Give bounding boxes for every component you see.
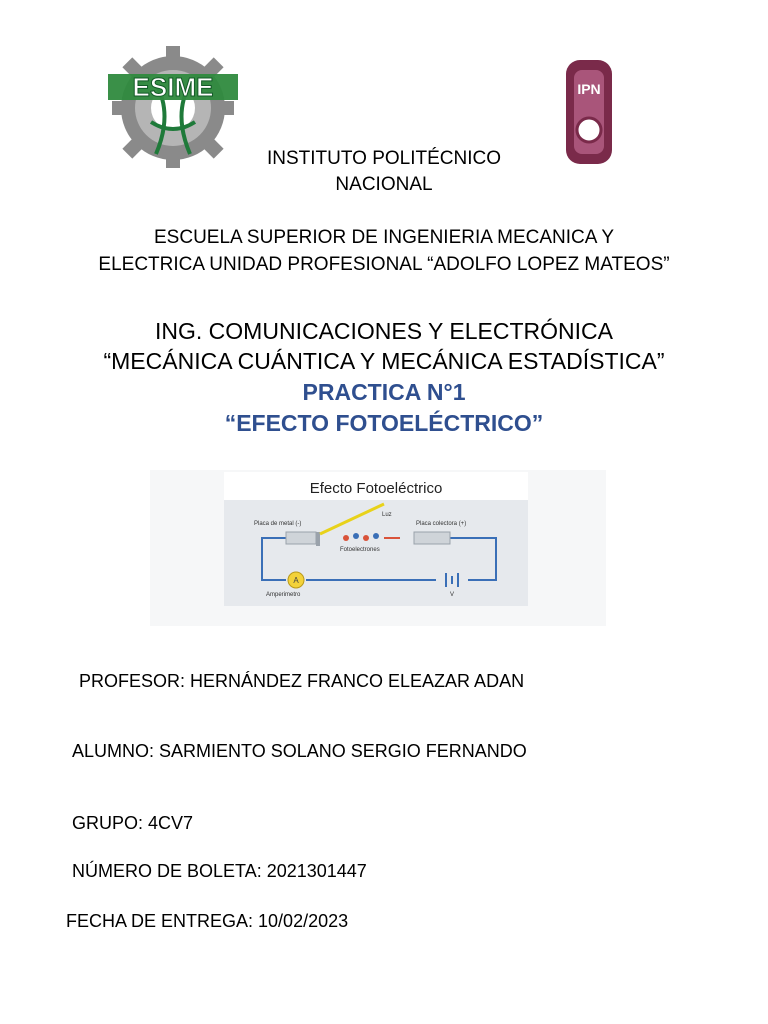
photoelectric-diagram xyxy=(224,472,528,606)
collector-plate xyxy=(414,532,450,544)
metal-plate xyxy=(316,532,320,546)
light-label: Luz xyxy=(382,512,392,518)
group-field: GRUPO: 4CV7 xyxy=(72,813,194,833)
metal-plate-label: Placa de metal (-) xyxy=(254,521,302,527)
institute-name-line2: NACIONAL xyxy=(335,174,433,195)
practice-number: PRACTICA N°1 xyxy=(302,379,466,405)
delivery-date-field: FECHA DE ENTREGA: 10/02/2023 xyxy=(66,911,349,931)
ipn-logo-text: IPN xyxy=(577,81,601,97)
battery-label: V xyxy=(450,592,455,598)
electrons-label: Fotoelectrones xyxy=(340,547,380,553)
school-name-line2: ELECTRICA UNIDAD PROFESIONAL “ADOLFO LOPEZ MATEOS” xyxy=(98,254,670,275)
career-name: ING. COMUNICACIONES Y ELECTRÓNICA xyxy=(155,318,613,344)
ammeter-symbol: A xyxy=(293,576,299,585)
subject-name: “MECÁNICA CUÁNTICA Y MECÁNICA ESTADÍSTICA” xyxy=(103,348,665,374)
collector-plate-label: Placa colectora (+) xyxy=(416,521,467,527)
diagram-title: Efecto Fotoeléctrico xyxy=(309,480,443,497)
practice-title: “EFECTO FOTOELÉCTRICO” xyxy=(224,410,544,436)
professor-field: PROFESOR: HERNÁNDEZ FRANCO ELEAZAR ADAN xyxy=(79,671,525,691)
esime-logo-text: ESIME xyxy=(132,72,214,102)
school-name-line1: ESCUELA SUPERIOR DE INGENIERIA MECANICA Y xyxy=(154,227,614,248)
student-field: ALUMNO: SARMIENTO SOLANO SERGIO FERNANDO xyxy=(72,741,527,761)
ipn-gear-icon xyxy=(577,118,601,142)
ammeter-label: Amperimetro xyxy=(266,592,301,598)
id-number-field: NÚMERO DE BOLETA: 2021301447 xyxy=(72,861,367,881)
institute-name-line1: INSTITUTO POLITÉCNICO xyxy=(266,148,501,169)
